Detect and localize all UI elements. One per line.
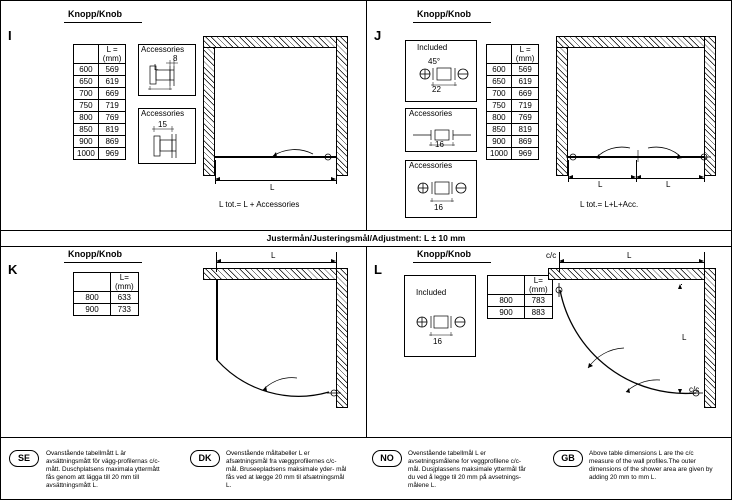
panel-i-ext-right — [336, 160, 337, 184]
cell: 850 — [74, 124, 99, 136]
cell: 733 — [111, 304, 139, 316]
panel-l-included-dim: 16 — [433, 337, 442, 346]
cell: 900 — [74, 136, 99, 148]
cell: 600 — [74, 64, 99, 76]
panel-j-ext-3 — [704, 160, 705, 182]
panel-letter-k: K — [8, 262, 18, 277]
cell: 769 — [511, 112, 539, 124]
panel-k-ext-right — [336, 252, 337, 272]
cell: 569 — [98, 64, 126, 76]
panel-i-acc2-dim-value: 15 — [158, 120, 167, 129]
table-row — [488, 295, 553, 307]
table-row — [74, 100, 126, 112]
divider-footer — [0, 437, 732, 438]
border-left — [0, 0, 1, 500]
flag-se: SE — [9, 450, 39, 467]
cell: 819 — [511, 124, 539, 136]
panel-l-th-blank — [488, 276, 525, 295]
panel-i-knob-underline — [64, 22, 142, 23]
flag-gb: GB — [553, 450, 583, 467]
cell: 969 — [98, 148, 126, 160]
cell: 900 — [487, 136, 512, 148]
table-row — [74, 88, 126, 100]
table-row — [74, 148, 126, 160]
panel-i-accessory-2-drawing — [138, 108, 196, 164]
panel-k-th-blank — [74, 273, 111, 292]
panel-i-swing-arc — [203, 36, 353, 186]
panel-k-table — [73, 272, 139, 316]
panel-k-th-l-line2: (mm) — [115, 282, 134, 291]
panel-l-ext-right — [704, 252, 705, 272]
panel-j-dim-left-label: L — [598, 180, 603, 189]
cell: 619 — [511, 76, 539, 88]
table-row — [487, 124, 539, 136]
cell: 869 — [511, 136, 539, 148]
cell: 900 — [488, 307, 525, 319]
cell: 633 — [111, 292, 139, 304]
panel-j-included-dim: 22 — [432, 85, 441, 94]
cell: 669 — [511, 88, 539, 100]
table-row — [487, 100, 539, 112]
cell: 750 — [74, 100, 99, 112]
table-row — [487, 112, 539, 124]
panel-l-knob-underline — [413, 262, 491, 263]
cell: 700 — [487, 88, 512, 100]
cell: 900 — [74, 304, 111, 316]
panel-j-th-l-line2: (mm) — [515, 54, 535, 63]
cell: 800 — [74, 292, 111, 304]
table-row — [487, 88, 539, 100]
panel-j-included-title: Included — [417, 43, 448, 52]
table-row — [488, 307, 553, 319]
cell: 800 — [487, 112, 512, 124]
panel-l-dim-height-label: L — [682, 333, 687, 342]
flag-dk: DK — [190, 450, 220, 467]
cell: 769 — [98, 112, 126, 124]
panel-j-accessories-2-title: Accessories — [409, 161, 453, 170]
cell: 819 — [98, 124, 126, 136]
table-row — [74, 64, 126, 76]
panel-j-knob-underline — [413, 22, 491, 23]
table-row — [487, 136, 539, 148]
panel-j-th-blank — [487, 45, 512, 64]
panel-i-total-label: L tot.= L + Accessories — [219, 200, 300, 209]
table-row — [487, 148, 539, 160]
panel-j-acc1-dim-value: 16 — [435, 140, 444, 149]
cell: 800 — [74, 112, 99, 124]
panel-i-accessories-1-title: Accessories — [141, 45, 185, 54]
divider-mid-upper — [0, 230, 732, 231]
panel-l-th-l-line2: (mm) — [529, 285, 548, 294]
table-row — [74, 76, 126, 88]
cell: 883 — [525, 307, 553, 319]
panel-letter-i: I — [8, 28, 12, 43]
cell: 569 — [511, 64, 539, 76]
cell: 719 — [511, 100, 539, 112]
cell: 619 — [98, 76, 126, 88]
cell: 650 — [74, 76, 99, 88]
panel-i-th-l-line2: (mm) — [102, 54, 122, 63]
cell: 750 — [487, 100, 512, 112]
note-dk: Ovenstående måltabeller L er afsætningsmål fra væggprofilernes c/c-mål. Bruseepladsens maksimale yder- mål fås ved at lægge 20 mm til afsætningsmål L. — [226, 450, 347, 489]
cell: 1000 — [487, 148, 512, 160]
table-row — [74, 304, 139, 316]
panel-i-accessory-1-drawing — [138, 44, 196, 96]
panel-l-dim-width-label: L — [627, 251, 632, 260]
panel-l-cc-right-label: c/c — [689, 385, 700, 394]
panel-l-table — [487, 275, 553, 319]
panel-l-th-l-line1: L= — [533, 276, 543, 285]
cell: 969 — [511, 148, 539, 160]
panel-i-accessories-2-title: Accessories — [141, 109, 185, 118]
table-row — [487, 64, 539, 76]
panel-k-th-l-line1: L= — [119, 273, 129, 282]
cell: 869 — [98, 136, 126, 148]
panel-l-cc-top-label: c/c — [546, 251, 557, 260]
divider-vertical-top — [366, 0, 367, 230]
table-row — [74, 112, 126, 124]
panel-i-dim-l-label: L — [270, 183, 275, 192]
panel-j-included-drawing — [405, 40, 477, 102]
panel-i-table — [73, 44, 126, 160]
adjustment-bar: Justermån/Justeringsmål/Adjustment: L ± 10 mm — [266, 233, 466, 243]
panel-j-acc2-dim-value: 16 — [434, 203, 443, 212]
table-row — [74, 136, 126, 148]
cell: 850 — [487, 124, 512, 136]
panel-j-th-l — [511, 45, 539, 64]
panel-j-swing-arcs — [556, 36, 722, 186]
note-no: Ovenstående tabellmål L er avsetningsmålene for veggprofilene c/c- mål. Dusjplassens maksimale yttermål får du ved å legge til 20 mm på avsetnings-målene L. — [408, 450, 526, 489]
cell: 669 — [98, 88, 126, 100]
panel-j-included-angle: 45° — [428, 57, 441, 66]
cell: 800 — [488, 295, 525, 307]
panel-k-knob-label: Knopp/Knob — [68, 249, 122, 259]
panel-k-knob-underline — [64, 262, 142, 263]
panel-j-knob-label: Knopp/Knob — [417, 9, 471, 19]
panel-j-accessories-1-title: Accessories — [409, 109, 453, 118]
panel-letter-j: J — [374, 28, 382, 43]
panel-i-th-l-line1: L = — [106, 45, 118, 54]
panel-j-total-label: L tot.= L+L+Acc. — [580, 200, 639, 209]
cell: 1000 — [74, 148, 99, 160]
cell: 783 — [525, 295, 553, 307]
panel-k-arc — [203, 268, 353, 413]
panel-l-knob-label: Knopp/Knob — [417, 249, 471, 259]
panel-k-dim-l-label: L — [271, 251, 276, 260]
panel-i-knob-label: Knopp/Knob — [68, 9, 122, 19]
cell: 700 — [74, 88, 99, 100]
panel-i-th-blank — [74, 45, 99, 64]
panel-i-dim-l — [215, 176, 336, 183]
panel-l-included-title: Included — [416, 288, 447, 297]
panel-i-acc1-dim-value: 8 — [173, 54, 178, 63]
panel-j-dim-right-label: L — [666, 180, 671, 189]
panel-letter-l: L — [374, 262, 382, 277]
panel-i-th-l — [98, 45, 126, 64]
table-row — [74, 292, 139, 304]
note-gb: Above table dimensions L are the c/c measure of the wall profiles.The outer dimensions of the shower area are given by adding 20 mm to mm L. — [589, 450, 713, 481]
table-row — [74, 124, 126, 136]
divider-vertical-bottom — [366, 246, 367, 437]
cell: 600 — [487, 64, 512, 76]
cell: 719 — [98, 100, 126, 112]
panel-i-acc1-dim-l: L — [154, 63, 159, 72]
panel-k-th-l — [111, 273, 139, 292]
note-se: Ovanstående tabellmått L är avsättningsmått för vägg-profilernas c/c-mått. Duschplatsens maximala yttermått fås genom att lägga till 20 mm till avsättningsmått L. — [46, 450, 160, 489]
table-row — [487, 76, 539, 88]
cell: 650 — [487, 76, 512, 88]
flag-no: NO — [372, 450, 402, 467]
panel-j-table — [486, 44, 539, 160]
panel-j-th-l-line1: L = — [519, 45, 531, 54]
